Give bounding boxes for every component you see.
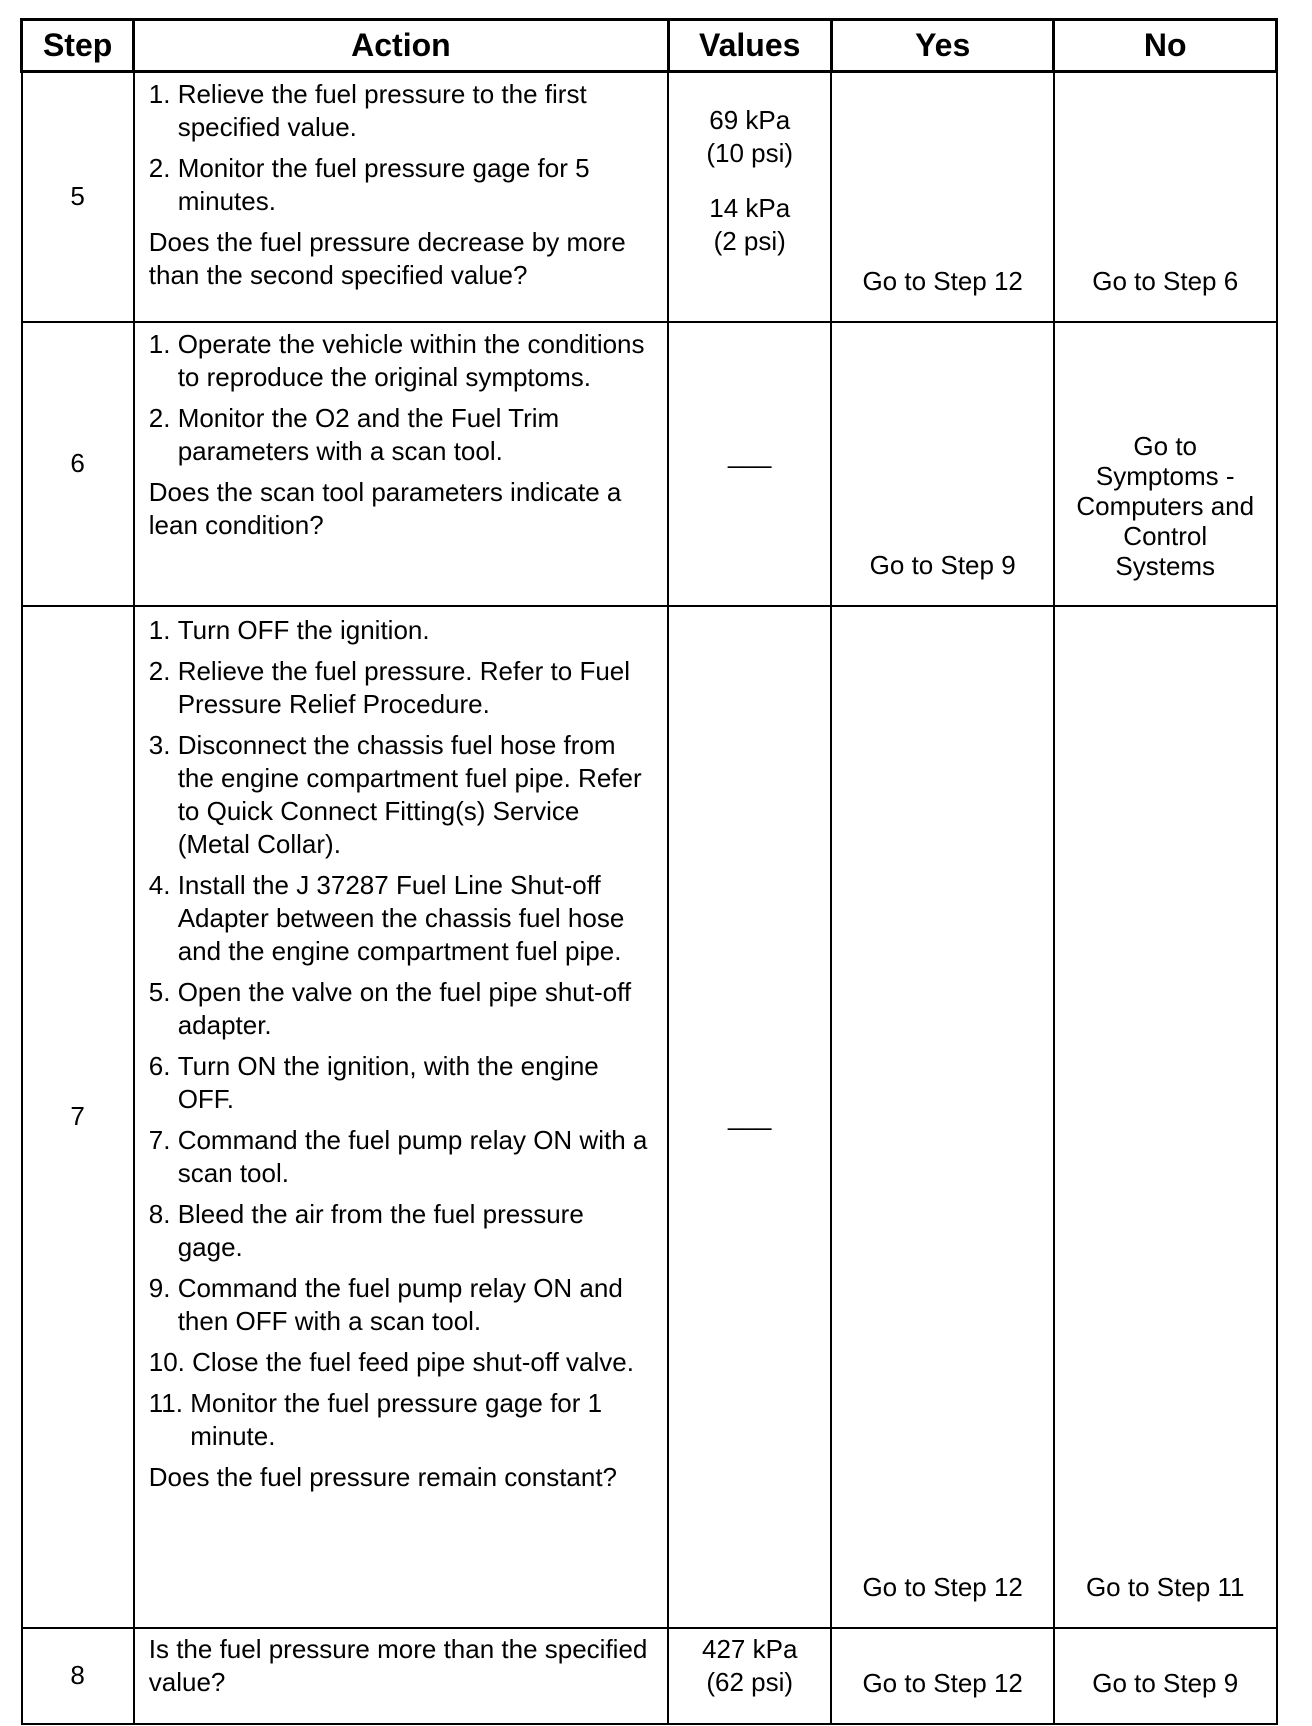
action-item [149,1387,655,1453]
action-question: Does the fuel pressure decrease by more than the second specified value? [148,227,626,290]
no-cell-text: Go to Symptoms - Computers and Control Systems [1076,430,1255,581]
item-text: Install the J 37287 Fuel Line Shut-off Adapter between the chassis fuel hose and the engine compartment fuel pipe. [177,869,625,966]
value-line: 14 kPa [709,193,791,223]
step-number: 7 [22,606,134,1628]
action-cell [134,322,668,606]
step-number: 8 [22,1628,134,1724]
item-text: Open the valve on the fuel pipe shut-off adapter. [177,976,632,1040]
item-number: 2. [148,402,178,433]
step-number: 5 [22,72,134,322]
value-line: (2 psi) [713,226,786,256]
item-number: 1. [148,614,178,645]
values-cell [668,72,831,322]
action-question: Does the scan tool parameters indicate a lean condition? [148,476,622,540]
action-item [149,1198,655,1264]
action-question: Is the fuel pressure more than the specified value? [148,1633,648,1697]
item-text: Bleed the air from the fuel pressure gage. [177,1198,584,1262]
action-item [149,976,655,1042]
value-line: ___ [728,1101,772,1131]
item-number: 9. [148,1272,178,1303]
item-text: Relieve the fuel pressure to the first specified value. [177,79,587,142]
no-cell: Go to Step 9 [1054,1628,1277,1724]
action-cell [134,1628,668,1724]
item-text: Command the fuel pump relay ON with a scan tool. [177,1124,648,1188]
action-question: Does the fuel pressure remain constant? [148,1461,618,1492]
item-number: 11. [148,1387,191,1418]
value-line: 427 kPa [702,1633,798,1664]
action-item [149,1272,655,1338]
header-values: Values [668,20,831,72]
header-step: Step [22,20,134,72]
table-header-row [22,20,1277,72]
item-number: 2. [148,655,178,686]
table-row [22,1628,1277,1724]
yes-cell: Go to Step 12 [831,606,1054,1628]
item-text: Relieve the fuel pressure. Refer to Fuel Pressure Relief Procedure. [177,655,631,719]
values-cell [668,1628,831,1724]
item-text: Disconnect the chassis fuel hose from the engine compartment fuel pipe. Refer to Quick Connect Fitting(s) Service (Metal Collar). [177,729,642,859]
value-line: 69 kPa [709,105,791,135]
item-text: Operate the vehicle within the conditions to reproduce the original symptoms. [177,328,645,392]
action-item [149,729,655,861]
header-yes: Yes [831,20,1054,72]
action-item [149,869,655,968]
action-item [149,614,655,647]
action-list [149,78,655,218]
action-list [149,614,655,1453]
item-number: 1. [148,79,178,109]
item-number: 3. [148,729,178,760]
step-number: 6 [22,322,134,606]
table-row [22,606,1277,1628]
values-cell [668,322,831,606]
item-number: 1. [148,328,178,359]
item-text: Close the fuel feed pipe shut-off valve. [192,1346,634,1377]
no-cell: Go to Step 6 [1054,72,1277,322]
item-number: 2. [148,153,178,183]
action-item [149,1124,655,1190]
item-text: Turn ON the ignition, with the engine OFF. [177,1050,599,1114]
header-action: Action [134,20,668,72]
item-number: 7. [148,1124,178,1155]
yes-cell: Go to Step 12 [831,1628,1054,1724]
value-line: ___ [728,439,772,469]
no-cell [1054,322,1277,606]
action-item [149,1050,655,1116]
item-number: 6. [148,1050,178,1081]
no-cell: Go to Step 11 [1054,606,1277,1628]
diagnostic-steps-table [20,18,1278,1725]
action-item [149,402,655,468]
action-cell [134,72,668,322]
item-text: Monitor the O2 and the Fuel Trim parameters with a scan tool. [177,402,560,466]
header-no: No [1054,20,1277,72]
values-cell [668,606,831,1628]
value-line: (10 psi) [706,138,794,168]
action-item [149,78,655,144]
yes-cell: Go to Step 9 [831,322,1054,606]
action-list [149,328,655,468]
action-item [149,655,655,721]
table-row [22,72,1277,322]
action-cell [134,606,668,1628]
item-text: Monitor the fuel pressure gage for 5 minutes. [177,153,590,216]
item-number: 8. [148,1198,178,1229]
action-item [149,328,655,394]
item-text: Command the fuel pump relay ON and then OFF with a scan tool. [177,1272,623,1336]
item-text: Turn OFF the ignition. [177,614,430,645]
value-line: (62 psi) [706,1666,794,1697]
item-number: 4. [148,869,178,900]
yes-cell: Go to Step 12 [831,72,1054,322]
table-row [22,322,1277,606]
action-item [149,1346,655,1379]
item-number: 5. [148,976,178,1007]
action-item [149,152,655,218]
item-text: Monitor the fuel pressure gage for 1 minute. [190,1387,603,1451]
item-number: 10. [148,1346,193,1377]
